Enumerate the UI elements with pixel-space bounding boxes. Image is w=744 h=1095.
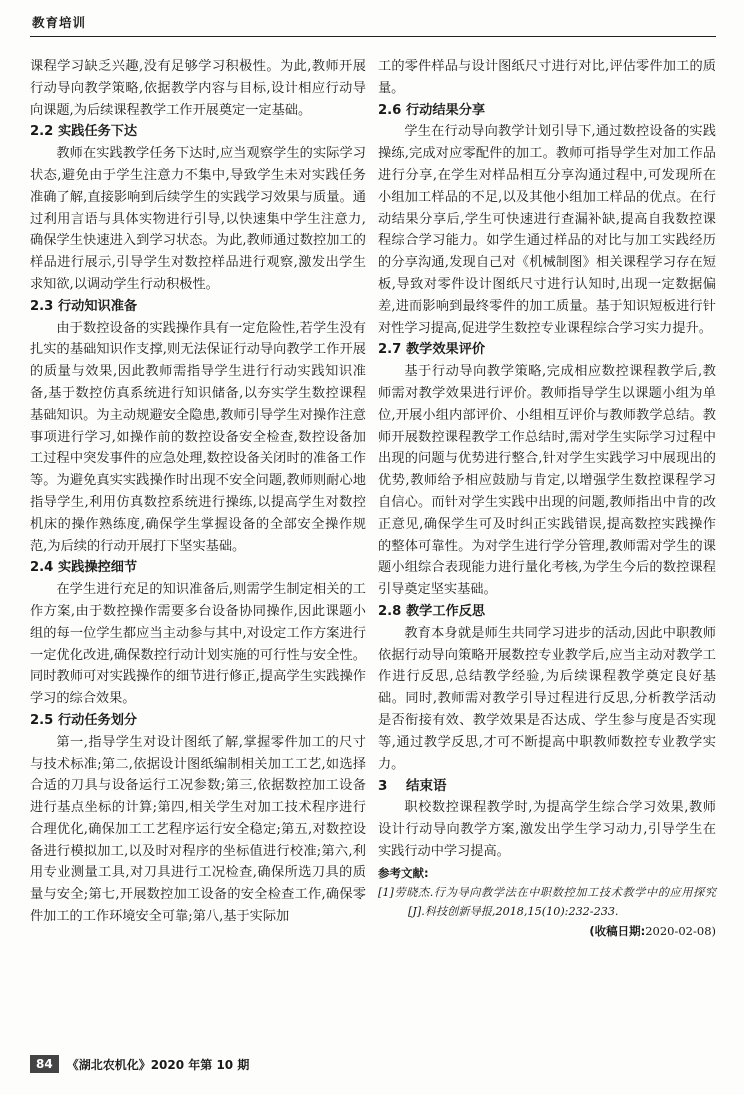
heading-2-6: 2.6 行动结果分享 <box>378 102 486 118</box>
paragraph-conclusion: 职校数控课程教学时,为提高学生综合学习效果,教师设计行动导向教学方案,激发出学生学习动力,引导学生在实践行动中学习提高。 <box>378 800 716 859</box>
heading-2-3: 2.3 行动知识准备 <box>30 298 138 314</box>
paragraph-2-5: 第一,指导学生对设计图纸了解,掌握零件加工的尺寸与技术标准;第二,依据设计图纸编制相关加工工艺,如选择合适的刀具与设备运行工况参数;第三,依据数控加工设备进行基点坐标的计算;第四,相关学生对加工技术程序进行合理优化,确保加工工艺程序运行安全稳定;第五,对数控设备进行模拟加工,以及时对程序的坐标值进行校准;第六,利用专业测量工具,对刀具进行工况检查,确保所选刀具的质量与安全;第七,开展数控加工设备的安全检查工作,确保零件加工的工作环境安全可靠;第八,基于实际加 <box>30 734 366 925</box>
heading-2-8: 2.8 教学工作反思 <box>378 603 486 619</box>
right-column <box>378 56 716 941</box>
section-label: 教育培训 <box>32 15 87 30</box>
conclusion-number: 3 <box>378 778 388 795</box>
references-heading: 参考文献: <box>378 865 429 880</box>
received-date <box>378 921 716 941</box>
continued-paragraph: 工的零件样品与设计图纸尺寸进行对比,评估零件加工的质量。 <box>378 59 716 96</box>
heading-conclusion <box>378 775 716 797</box>
paragraph-2-4: 在学生进行充足的知识准备后,则需学生制定相关的工作方案,由于数控操作需要多台设备协同操作,因此课题小组的每一位学生都应当主动参与其中,对设定工作方案进行一定优化改进,确保数控行动计划实施的可行性与安全性。同时教师可对实践操作的细节进行修正,提高学生实践操作学习的综合效果。 <box>30 582 366 707</box>
running-header <box>30 12 716 37</box>
heading-2-7: 2.7 教学效果评价 <box>378 342 486 358</box>
paragraph-2-7: 基于行动导向教学策略,完成相应数控课程教学后,教师需对教学效果进行评价。教师指导学生以课题小组为单位,开展小组内部评价、小组相互评价与教师教学总结。教师开展数控课程教学工作总结时,需对学生实际学习过程中出现的问题与优势进行整合,针对学生实践学习中展现出的优势,教师给予相应鼓励与肯定,以增强学生数控课程学习自信心。而针对学生实践中出现的问题,教师指出中肯的改正意见,确保学生可及时纠正实践错误,提高数控实践操作的整体可靠性。为对学生进行学分管理,教师需对学生的课题小组综合表现能力进行量化考核,为学生今后的数控课程引导奠定坚实基础。 <box>378 364 716 598</box>
paragraph-2-3: 由于数控设备的实践操作具有一定危险性,若学生没有扎实的基础知识作支撑,则无法保证行动导向教学工作开展的质量与效果,因此教师需指导学生进行行动实践知识准备,基于数控仿真系统进行知识储备,以夯实学生数控课程基础知识。为主动规避安全隐患,教师引导学生对操作注意事项进行学习,如操作前的数控设备安全检查,数控设备加工过程中突发事件的应急处理,数控设备关闭时的准备工作等。为避免真实实践操作时出现不安全问题,教师则耐心地指导学生,利用仿真数控系统进行操练,以提高学生对数控机床的操作熟练度,确保学生掌握设备的全部安全操作规范,为后续的行动开展打下坚实基础。 <box>30 320 366 554</box>
page-footer <box>30 1053 249 1075</box>
received-label: (收稿日期: <box>589 923 646 938</box>
paragraph-2-8: 教育本身就是师生共同学习进步的活动,因此中职教师依据行动导向策略开展数控专业教学后,应当主动对教学工作进行反思,总结教学经验,为后续课程教学奠定良好基础。同时,教师需对教学引导过程进行反思,分析教学活动是否衔接有效、教学效果是否达成、学生参与度是否实现等,通过教学反思,才可不断提高中职教师数控专业教学实力。 <box>378 625 716 772</box>
paragraph-2-2: 教师在实践教学任务下达时,应当观察学生的实际学习状态,避免由于学生注意力不集中,导致学生未对实践任务准确了解,直接影响到后续学生的实践学习效果与质量。通过利用言语与具体实物进行引导,以快速集中学生注意力,确保学生快速进入到学习状态。为此,教师通过数控加工的样品进行展示,引导学生对数控样品进行观察,激发出学生求知欲,以调动学生行动积极性。 <box>30 146 366 292</box>
page-number: 84 <box>30 1055 59 1073</box>
heading-2-4: 2.4 实践操控细节 <box>30 560 138 576</box>
intro-paragraph: 课程学习缺乏兴趣,没有足够学习积极性。为此,教师开展行动导向教学策略,依据教学内容与目标,设计相应行动导向课题,为后续课程教学工作开展奠定一定基础。 <box>30 59 366 118</box>
conclusion-title: 结束语 <box>406 778 447 795</box>
received-value: 2020-02-08) <box>645 923 716 938</box>
reference-item: [1]劳晓杰.行为导向教学法在中职数控加工技术教学中的应用探究[J].科技创新导报,2018,15(10):232-233. <box>378 885 716 918</box>
heading-2-2: 2.2 实践任务下达 <box>30 124 138 140</box>
left-column <box>30 56 366 928</box>
journal-issue: 《湖北农机化》2020 年第 10 期 <box>66 1057 250 1072</box>
paragraph-2-6: 学生在行动导向教学计划引导下,通过数控设备的实践操练,完成对应零配件的加工。教师可指导学生对加工作品进行分享,在学生对样品相互分享沟通过程中,可发现所在小组加工样品的不足,以及其他小组加工样品的优点。在行动结果分享后,学生可快速进行查漏补缺,提高自我数控课程综合学习能力。如学生通过样品的对比与加工实践经历的分享沟通,发现自己对《机械制图》相关课程学习存在短板,导致对零件设计图纸尺寸进行认知时,出现一定数据偏差,进而影响到最终零件的加工质量。基于知识短板进行针对性学习提高,促进学生数控专业课程综合学习实力提升。 <box>378 124 716 336</box>
heading-2-5: 2.5 行动任务划分 <box>30 712 138 728</box>
